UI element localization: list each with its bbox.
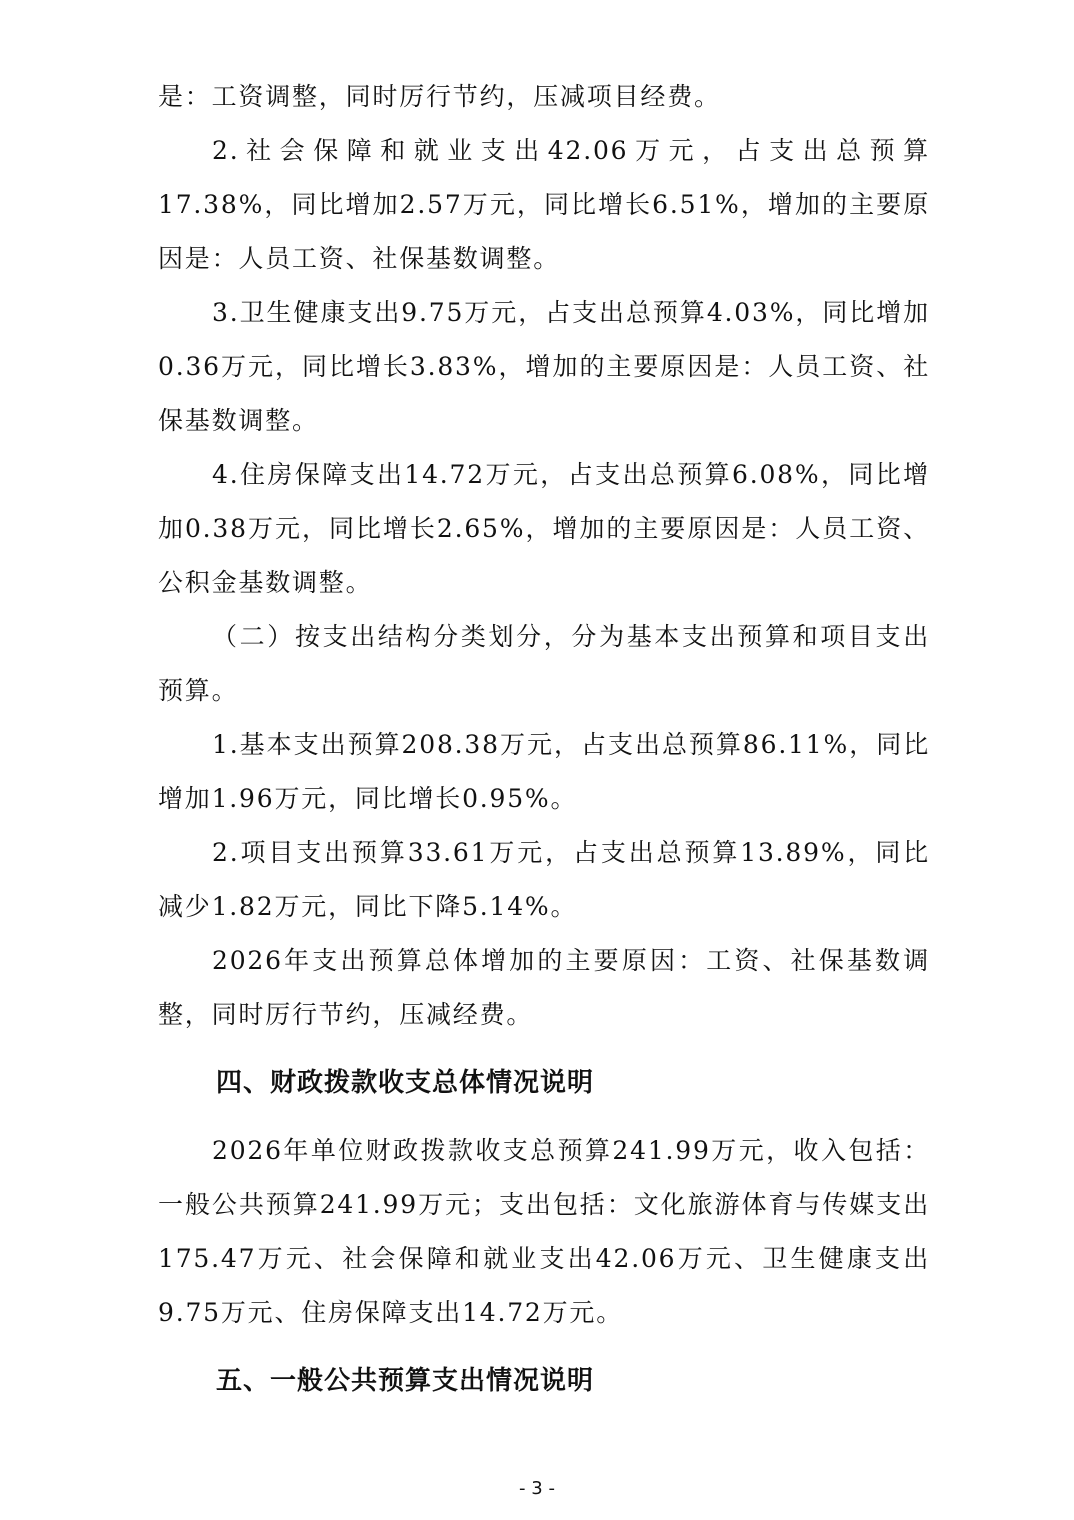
- paragraph-expenditure-structure: （二）按支出结构分类划分，分为基本支出预算和项目支出预算。: [158, 622, 930, 705]
- paragraph-overall-reason: 2026年支出预算总体增加的主要原因：工资、社保基数调整，同时厉行节约，压减经费。: [158, 946, 930, 1029]
- section-heading-4: 四、财政拨款收支总体情况说明: [216, 1068, 595, 1098]
- paragraph-housing: 4.住房保障支出14.72万元，占支出总预算6.08%，同比增加0.38万元，同比增长2.65%，增加的主要原因是：人员工资、公积金基数调整。: [158, 460, 930, 597]
- paragraph-fiscal-summary: 2026年单位财政拨款收支总预算241.99万元，收入包括：一般公共预算241.99万元；支出包括：文化旅游体育与传媒支出175.47万元、社会保障和就业支出42.06万元、卫生健康支出9.75万元、住房保障支出14.72万元。: [158, 1136, 930, 1327]
- section-heading-5: 五、一般公共预算支出情况说明: [216, 1366, 595, 1396]
- page-number: - 3 -: [519, 1478, 555, 1499]
- paragraph-basic-expenditure: 1.基本支出预算208.38万元，占支出总预算86.11%，同比增加1.96万元，同比增长0.95%。: [158, 730, 930, 813]
- paragraph-continuation: 是：工资调整，同时厉行节约，压减项目经费。: [158, 82, 721, 111]
- paragraph-project-expenditure: 2.项目支出预算33.61万元，占支出总预算13.89%，同比减少1.82万元，同比下降5.14%。: [158, 838, 930, 921]
- document-body: [158, 70, 930, 1408]
- paragraph-health: 3.卫生健康支出9.75万元，占支出总预算4.03%，同比增加0.36万元，同比增长3.83%，增加的主要原因是：人员工资、社保基数调整。: [158, 298, 930, 435]
- paragraph-social-security: 2.社会保障和就业支出42.06万元，占支出总预算17.38%，同比增加2.57万元，同比增长6.51%，增加的主要原因是：人员工资、社保基数调整。: [158, 136, 930, 273]
